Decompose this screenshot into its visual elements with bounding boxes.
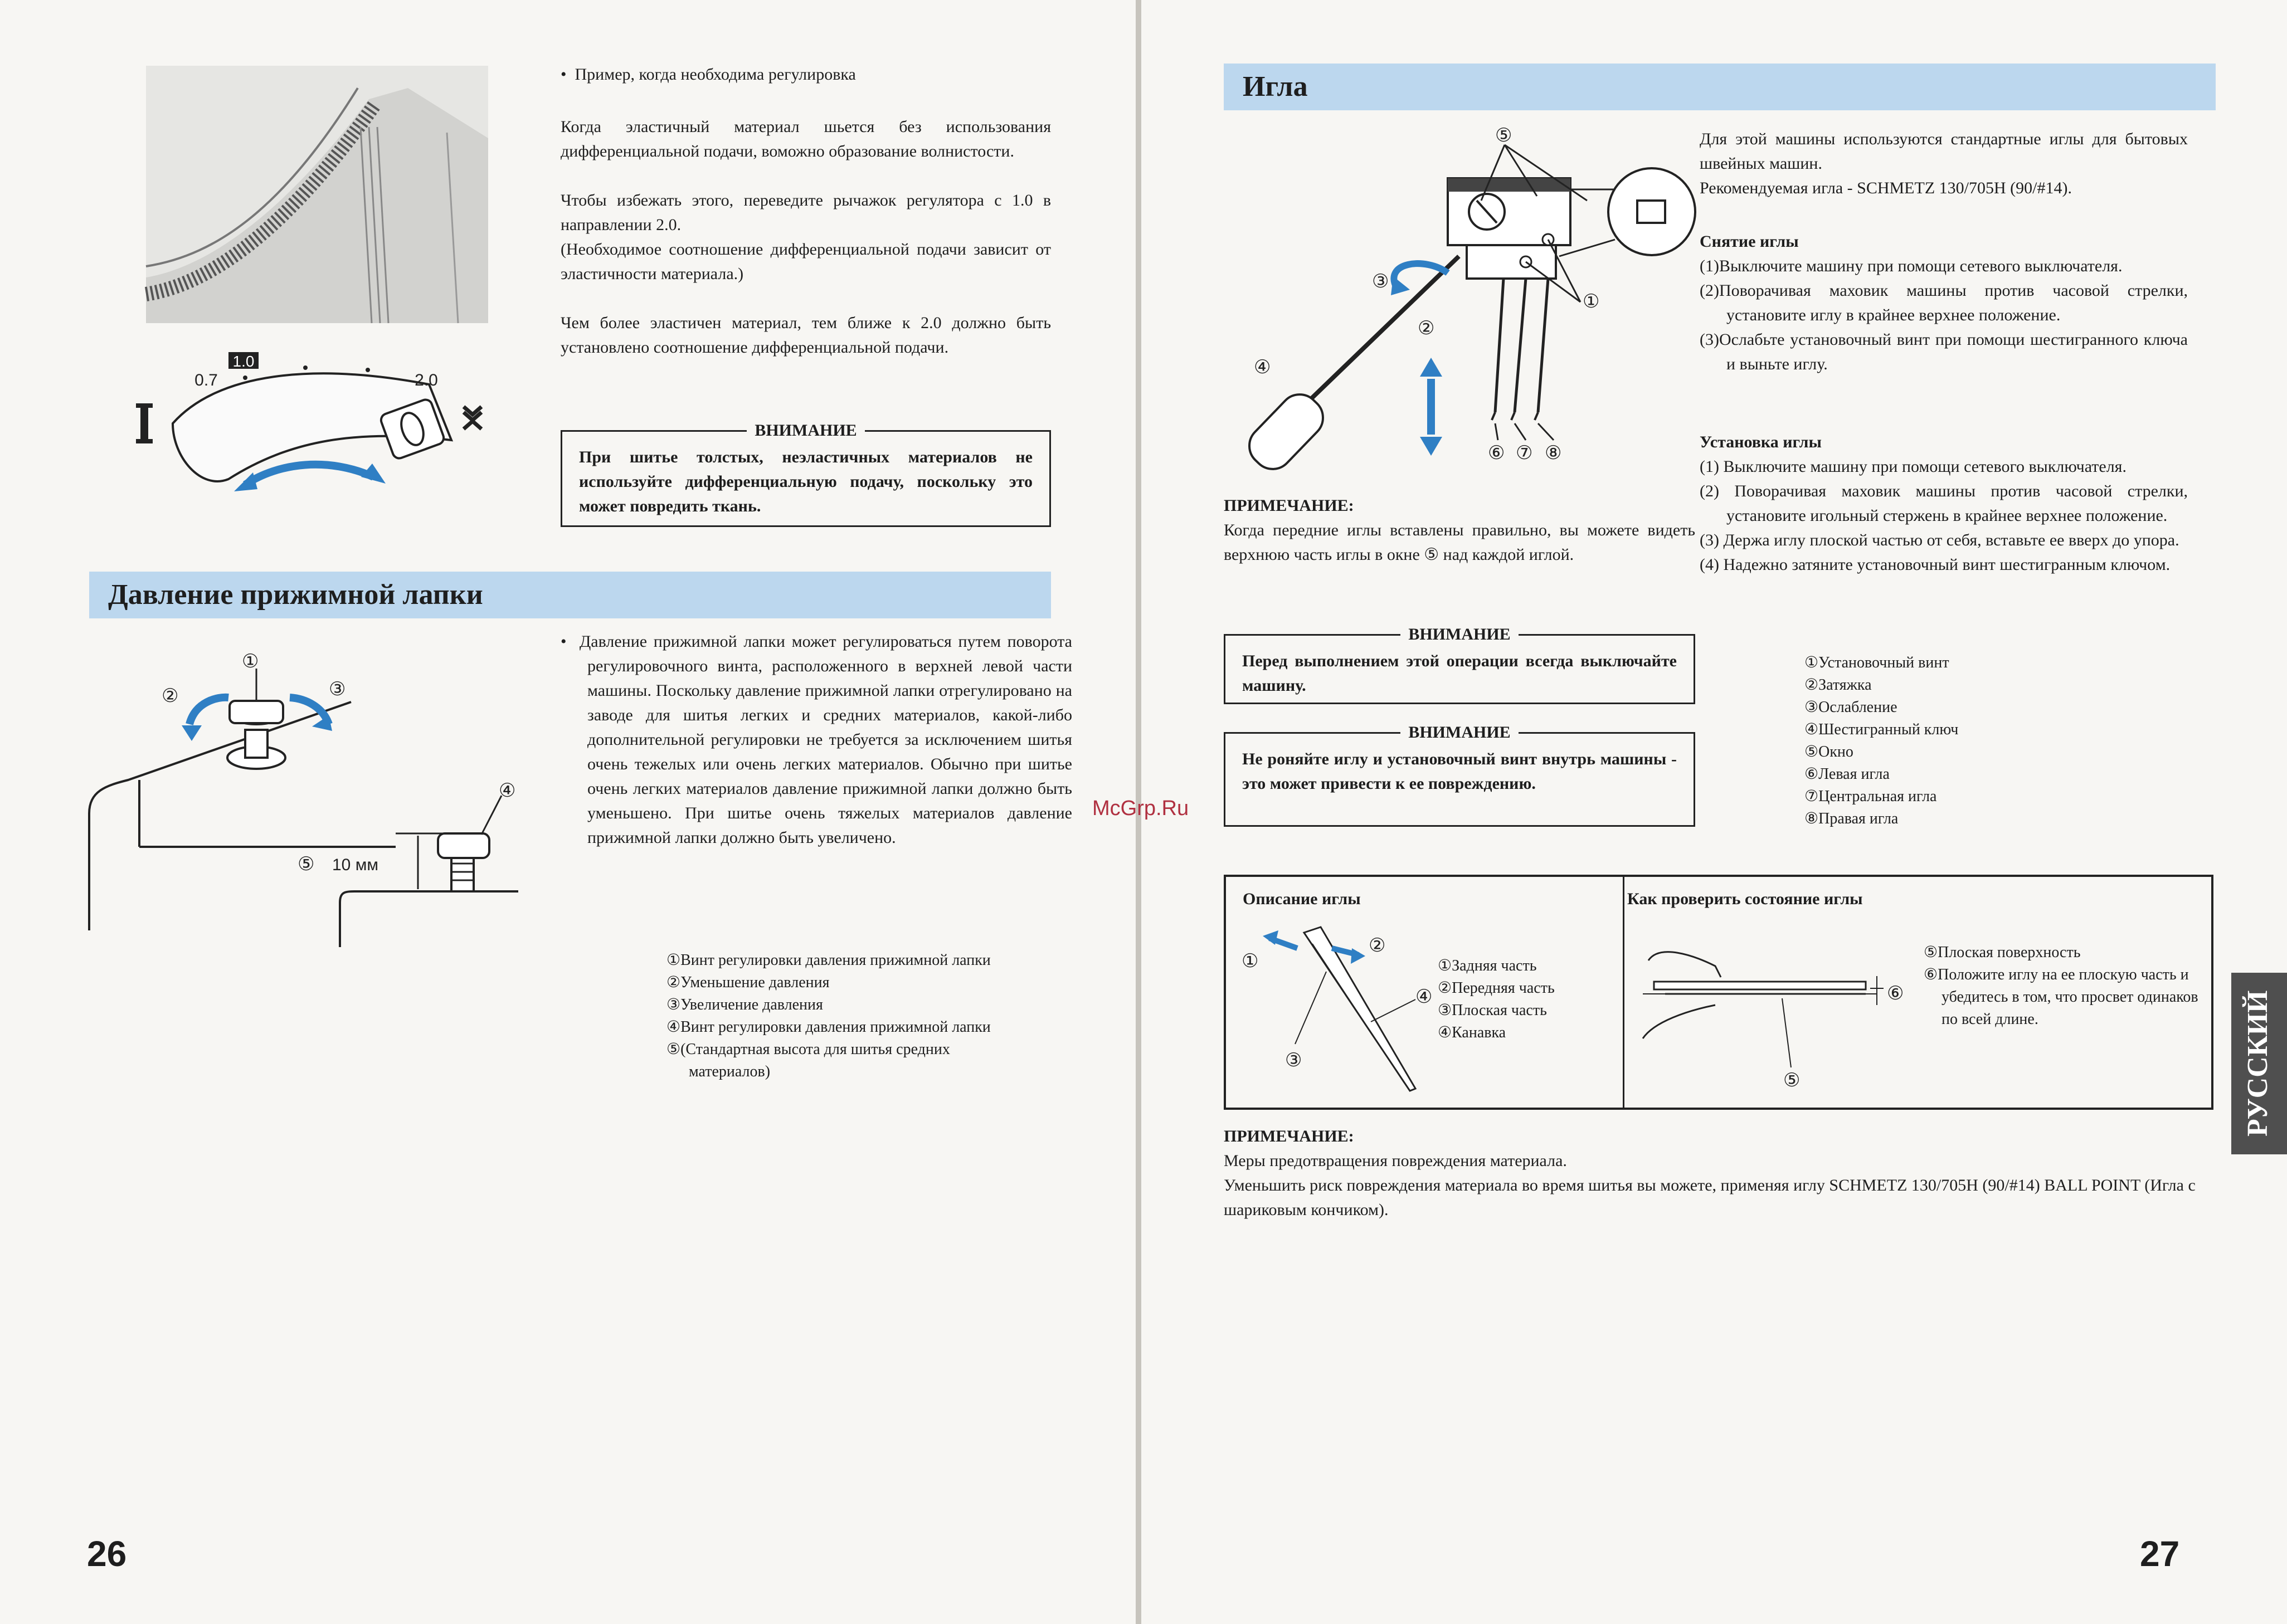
- callout-8: ⑧: [1545, 442, 1562, 464]
- legend-item: ①Задняя часть: [1438, 957, 1537, 974]
- caution-title: ВНИМАНИЕ: [1225, 622, 1694, 647]
- legend-item: ④Винт регулировки давления прижимной лапки: [666, 1018, 991, 1036]
- note-2: [1224, 1124, 2227, 1222]
- legend-item: ⑥Левая игла: [1804, 765, 1890, 783]
- callout-2: ②: [1418, 318, 1435, 339]
- install-step: (4) Надежно затяните установочный винт шестигранным ключом.: [1700, 555, 2171, 574]
- presser-pressure-diagram: [84, 646, 541, 947]
- legend-item: ④Канавка: [1438, 1024, 1506, 1041]
- pressure-legend: [666, 949, 991, 1083]
- legend-item: ④Шестигранный ключ: [1804, 721, 1959, 738]
- callout-4: ④: [1254, 357, 1271, 378]
- removal-steps: [1700, 254, 2188, 377]
- left-page: [0, 0, 1136, 1624]
- pressure-text: [561, 630, 1072, 850]
- section-banner: [1224, 64, 2216, 110]
- paragraph: (Необходимое соотношение дифференциальной подачи зависит от эластичности материала.): [561, 240, 1051, 283]
- callout-4: ④: [1415, 986, 1433, 1007]
- callout-3: ③: [1372, 271, 1389, 292]
- bullet-icon: •: [561, 65, 575, 84]
- fabric-photo-drawing: [146, 66, 488, 323]
- dial-value-low: 0.7: [194, 371, 218, 389]
- install-steps: [1700, 455, 2188, 577]
- callout-5: ⑤: [1495, 125, 1512, 146]
- legend-item: ⑥Положите иглу на ее плоскую часть и убедитесь в том, что просвет одинаков по всей длине.: [1924, 966, 2198, 1028]
- legend-item: ③Увеличение давления: [666, 996, 823, 1013]
- legend-item: ⑤(Стандартная высота для шитья средних: [666, 1041, 950, 1058]
- differential-text: [561, 115, 1051, 360]
- differential-dial-diagram: [128, 345, 507, 501]
- note-title: ПРИМЕЧАНИЕ:: [1224, 496, 1354, 515]
- callout-2: ②: [1369, 935, 1386, 956]
- legend-item: ⑤Плоская поверхность: [1924, 944, 2081, 961]
- install-step: (3) Держа иглу плоской частью от себя, вставьте ее вверх до упора.: [1700, 531, 2179, 549]
- callout-3: ③: [329, 679, 346, 700]
- needle-change-diagram: [1214, 123, 1704, 479]
- removal-step: (2)Поворачивая маховик машины против часовой стрелки, установите иглу в крайнее верхнее положение.: [1700, 281, 2188, 324]
- note-title: ПРИМЕЧАНИЕ:: [1224, 1127, 1354, 1145]
- height-label: 10 мм: [332, 856, 378, 874]
- caution-box: [1224, 625, 1695, 704]
- install-step: (1) Выключите машину при помощи сетевого выключателя.: [1700, 457, 2127, 476]
- callout-4: ④: [499, 780, 516, 801]
- removal-title: Снятие иглы: [1700, 232, 1799, 251]
- callout-1: ①: [242, 651, 259, 672]
- callout-6: ⑥: [1887, 983, 1904, 1004]
- callout-3: ③: [1285, 1050, 1302, 1071]
- needle-description-legend: [1438, 955, 1555, 1044]
- needle-info-box: [1224, 875, 2213, 1110]
- watermark: McGrp.Ru: [1092, 797, 1189, 820]
- caution-box: [561, 421, 1051, 527]
- legend-item: ③Ослабление: [1804, 699, 1897, 716]
- caution-text: Перед выполнением этой операции всегда выключайте машину.: [1242, 652, 1677, 695]
- example-bullet: [561, 62, 1051, 87]
- legend-item: ⑧Правая игла: [1804, 810, 1899, 827]
- paragraph: Чтобы избежать этого, переведите рычажок регулятора с 1.0 в направлении 2.0.: [561, 191, 1051, 234]
- language-tab: РУССКИЙ: [2231, 973, 2287, 1154]
- example-bullet-text: Пример, когда необходима регулировка: [575, 65, 856, 84]
- legend-item: ③Плоская часть: [1438, 1002, 1547, 1019]
- legend-item: ②Уменьшение давления: [666, 974, 830, 991]
- right-page: [1092, 0, 2287, 1624]
- legend-item: ⑤Окно: [1804, 743, 1853, 760]
- bullet-icon: •: [561, 632, 580, 651]
- intro-line: Для этой машины используются стандартные иглы для бытовых швейных машин.: [1700, 130, 2188, 173]
- section-title: Давление прижимной лапки: [108, 579, 483, 611]
- needle-check-title: Как проверить состояние иглы: [1627, 890, 1863, 908]
- callout-1: ①: [1583, 291, 1600, 312]
- note-1: [1224, 494, 1695, 567]
- needle-description-title: Описание иглы: [1243, 890, 1361, 908]
- pressure-paragraph: Давление прижимной лапки может регулироваться путем поворота регулировочного винта, расположенного в верхней левой части машины. Поскольку давление прижимной лапки отрегулировано на заводе для шитья легких и средних материалов, какой-либо дополнительной регулировки не требуется за исключением шитья очень тежелых или очень легких материалов. Обычно при шитье очень легких материалов давление прижимной лапки должно быть уменьшено. При шитье очень тяжелых материалов давление прижимной лапки должно быть увеличено.: [579, 632, 1072, 847]
- callout-5: ⑤: [1783, 1070, 1801, 1091]
- callout-5: ⑤: [298, 854, 315, 875]
- fabric-photo: [146, 66, 488, 323]
- page-number: 26: [87, 1534, 127, 1574]
- legend-item: материалов): [689, 1063, 771, 1080]
- legend-item: ①Винт регулировки давления прижимной лапки: [666, 952, 991, 969]
- paragraph: Чем более эластичен материал, тем ближе к 2.0 должно быть установлено соотношение дифференциальной подачи.: [561, 314, 1051, 357]
- callout-2: ②: [162, 685, 179, 706]
- box-divider: [1623, 877, 1624, 1108]
- install-step: (2) Поворачивая маховик машины против часовой стрелки, установите игольный стержень в крайнее верхнее положение.: [1700, 482, 2188, 525]
- intro-line: Рекомендуемая игла - SCHMETZ 130/705H (90/#14).: [1700, 179, 2072, 197]
- callout-6: ⑥: [1488, 442, 1505, 464]
- note-line: Уменьшить риск повреждения материала во время шитья вы можете, применяя иглу SCHMETZ 130/705H (90/#14) BALL POINT (Игла с шариковым кончиком).: [1224, 1176, 2196, 1219]
- callout-1: ①: [1242, 950, 1259, 972]
- caution-title: ВНИМАНИЕ: [562, 418, 1049, 443]
- paragraph: Когда эластичный материал шьется без использования дифференциальной подачи, воможно образование волнистости.: [561, 118, 1051, 160]
- needle-check-diagram: [1632, 921, 1921, 1100]
- page-number: 27: [2140, 1534, 2180, 1574]
- note-text: Когда передние иглы вставлены правильно, вы можете видеть верхнюю часть иглы в окне ⑤ над каждой иглой.: [1224, 521, 1695, 564]
- legend-item: ⑦Центральная игла: [1804, 788, 1937, 805]
- needle-intro: [1700, 127, 2188, 201]
- caution-title: ВНИМАНИЕ: [1225, 720, 1694, 745]
- section-banner: [89, 572, 1051, 618]
- install-title: Установка иглы: [1700, 433, 1822, 451]
- dial-value-high: 2.0: [415, 371, 438, 389]
- section-title: Игла: [1243, 71, 1308, 103]
- caution-text: При шитье толстых, неэластичных материалов не используйте дифференциальную подачу, поскольку это может повредить ткань.: [579, 448, 1033, 515]
- parts-legend: [1804, 652, 1958, 830]
- caution-text: Не роняйте иглу и установочный винт внутрь машины - это может привести к ее повреждению.: [1242, 750, 1677, 793]
- legend-item: ②Затяжка: [1804, 676, 1872, 694]
- note-line: Меры предотвращения повреждения материала.: [1224, 1152, 1567, 1170]
- removal-step: (3)Ослабьте установочный винт при помощи шестигранного ключа и выньте иглу.: [1700, 330, 2188, 373]
- removal-step: (1)Выключите машину при помощи сетевого выключателя.: [1700, 257, 2123, 275]
- legend-item: ①Установочный винт: [1804, 654, 1949, 671]
- legend-item: ②Передняя часть: [1438, 979, 1555, 997]
- caution-box: [1224, 723, 1695, 827]
- callout-7: ⑦: [1516, 442, 1533, 464]
- needle-check-legend: [1924, 942, 2202, 1031]
- dial-value-mid: 1.0: [232, 353, 255, 370]
- needle-description-diagram: [1237, 921, 1449, 1100]
